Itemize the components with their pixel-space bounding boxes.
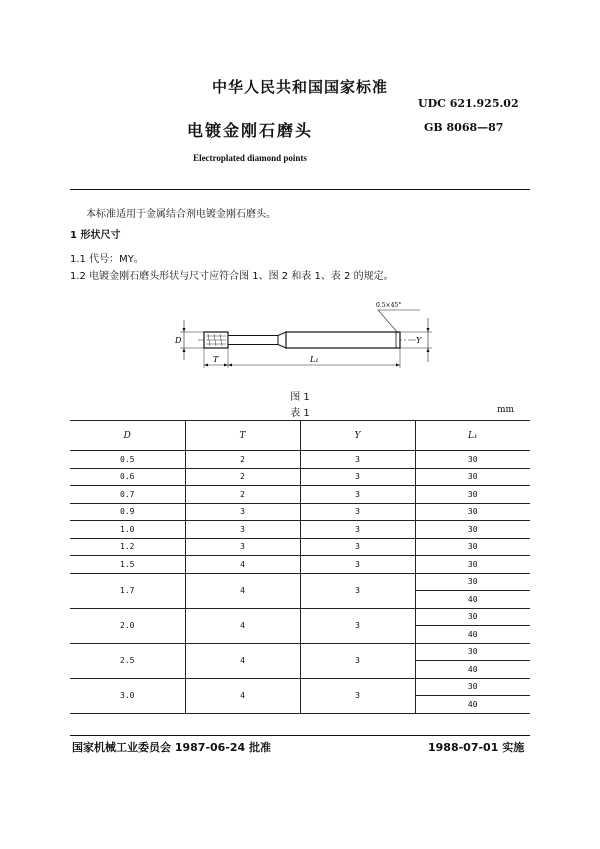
table-row <box>70 538 530 556</box>
cell-l1: 30 <box>415 521 530 539</box>
table-row <box>70 486 530 504</box>
cell-d: 2.0 <box>70 608 185 643</box>
cell-y: 3 <box>300 451 415 469</box>
table-row <box>70 521 530 539</box>
cell-l1: 30 <box>415 468 530 486</box>
cell-d: 3.0 <box>70 678 185 713</box>
table-row <box>70 678 530 696</box>
cell-y: 3 <box>300 643 415 678</box>
document-title-en: Electroplated diamond points <box>193 153 307 163</box>
cell-l1: 40 <box>415 661 530 679</box>
cell-t: 4 <box>185 678 300 713</box>
cell-t: 4 <box>185 608 300 643</box>
cell-l1: 40 <box>415 626 530 644</box>
table-row <box>70 451 530 469</box>
cell-l1: 30 <box>415 608 530 626</box>
footer-rule <box>70 735 530 736</box>
cell-y: 3 <box>300 538 415 556</box>
effective-date: 1988-07-01 实施 <box>428 741 525 754</box>
cell-y: 3 <box>300 486 415 504</box>
clause-1-1: 1.1 代号：MY。 <box>70 254 144 265</box>
table-row <box>70 468 530 486</box>
table-caption: 表 1 <box>290 408 310 419</box>
cell-t: 4 <box>185 556 300 574</box>
label-l1: L₁ <box>310 355 319 364</box>
cell-l1: 30 <box>415 643 530 661</box>
cell-t: 4 <box>185 573 300 608</box>
diamond-hatch <box>206 334 226 346</box>
table-unit: mm <box>497 405 515 415</box>
table-row <box>70 608 530 626</box>
cell-t: 2 <box>185 451 300 469</box>
cell-l1: 40 <box>415 591 530 609</box>
approval-note: 国家机械工业委员会 1987-06-24 批准 <box>72 741 272 754</box>
cell-y: 3 <box>300 468 415 486</box>
cell-d: 1.2 <box>70 538 185 556</box>
scope-paragraph: 本标准适用于金属结合剂电镀金刚石磨头。 <box>86 209 276 220</box>
cell-t: 2 <box>185 468 300 486</box>
cell-d: 1.0 <box>70 521 185 539</box>
cell-y: 3 <box>300 503 415 521</box>
shank-taper <box>278 332 286 348</box>
cell-y: 3 <box>300 678 415 713</box>
cell-d: 1.7 <box>70 573 185 608</box>
table-row <box>70 556 530 574</box>
chamfer-leader <box>378 310 420 333</box>
shank-neck <box>228 336 278 345</box>
header-y: Y <box>300 421 415 451</box>
cell-t: 2 <box>185 486 300 504</box>
dimensions-table <box>70 420 530 714</box>
cell-l1: 30 <box>415 556 530 574</box>
clause-1-2: 1.2 电镀金刚石磨头形状与尺寸应符合图 1、图 2 和表 1、表 2 的规定。 <box>70 271 394 282</box>
section-heading: 1 形状尺寸 <box>70 230 121 241</box>
label-y: Y <box>416 336 422 345</box>
standard-org-heading: 中华人民共和国国家标准 <box>211 78 388 96</box>
cell-y: 3 <box>300 608 415 643</box>
cell-l1: 30 <box>415 538 530 556</box>
cell-l1: 30 <box>415 486 530 504</box>
cell-d: 0.5 <box>70 451 185 469</box>
gb-number: GB 8068—87 <box>424 121 504 134</box>
table-row <box>70 643 530 661</box>
cell-l1: 40 <box>415 696 530 714</box>
cell-y: 3 <box>300 556 415 574</box>
diamond-point-drawing <box>160 296 450 382</box>
cell-t: 3 <box>185 503 300 521</box>
header-d: D <box>70 421 185 451</box>
cell-l1: 30 <box>415 503 530 521</box>
document-title-cn: 电镀金刚石磨头 <box>186 121 313 140</box>
header-rule <box>70 189 530 190</box>
cell-d: 0.9 <box>70 503 185 521</box>
cell-d: 1.5 <box>70 556 185 574</box>
cell-d: 0.7 <box>70 486 185 504</box>
table-row <box>70 503 530 521</box>
cell-t: 3 <box>185 538 300 556</box>
cell-l1: 30 <box>415 573 530 591</box>
table-header-row <box>70 421 530 451</box>
table-row <box>70 573 530 591</box>
chamfer-note: 0.5×45° <box>376 302 402 309</box>
cell-d: 2.5 <box>70 643 185 678</box>
table-body <box>70 451 530 714</box>
cell-l1: 30 <box>415 678 530 696</box>
header-t: T <box>185 421 300 451</box>
label-d: D <box>175 336 182 345</box>
cell-l1: 30 <box>415 451 530 469</box>
cell-t: 3 <box>185 521 300 539</box>
cell-y: 3 <box>300 521 415 539</box>
figure-caption: 图 1 <box>290 392 310 403</box>
udc-code: UDC 621.925.02 <box>418 97 519 110</box>
cell-t: 4 <box>185 643 300 678</box>
cell-d: 0.6 <box>70 468 185 486</box>
label-t: T <box>213 355 219 364</box>
header-l1: L₁ <box>415 421 530 451</box>
cell-y: 3 <box>300 573 415 608</box>
shank <box>286 332 400 348</box>
